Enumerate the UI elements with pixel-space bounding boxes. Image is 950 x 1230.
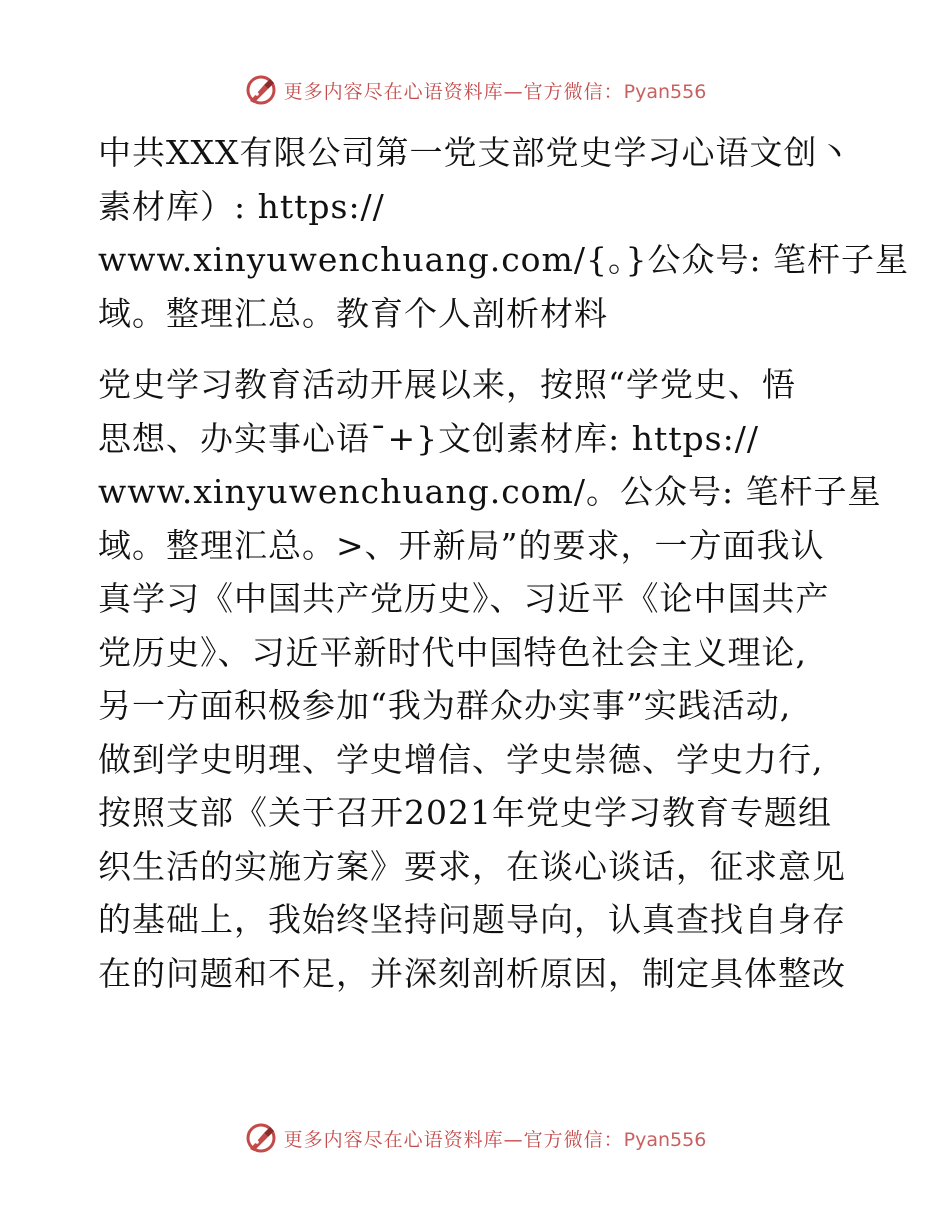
footer-banner-text [284,1125,707,1152]
text-line: 按照支部《关于召开2021年党史学习教育专题组 [98,793,832,832]
pen-circle-logo-icon [244,73,278,107]
text-line: 素材库）: https:// [98,186,385,226]
pen-circle-logo-icon [244,1121,278,1155]
footer-banner-content [244,1121,707,1155]
text-line: 中共XXX有限公司第一党支部党史学习心语文创丶 [98,133,852,172]
text-line: 织生活的实施方案》要求，在谈心谈话，征求意见 [98,846,846,886]
paragraph-1 [98,126,910,340]
header-banner-content [244,73,707,107]
header-banner-label: 更多内容尽在心语资料库—官方微信： [283,80,624,103]
text-line: 党历史》、习近平新时代中国特色社会主义理论, [98,632,807,672]
text-line: 在的问题和不足，并深刻剖析原因，制定具体整改 [98,953,846,993]
text-line: 思想、办实事心语¯+}文创素材库: https:// [98,418,759,458]
document-body [98,126,910,1000]
text-line: www.xinyuwenchuang.com/。公众号: 笔杆子星 [98,472,882,511]
text-line: 域。整理汇总。>、开新局”的要求，一方面我认 [98,525,825,565]
header-banner [0,70,950,110]
text-line: 另一方面积极参加“我为群众办实事”实践活动, [98,686,792,725]
footer-banner-label: 更多内容尽在心语资料库—官方微信： [283,1128,624,1151]
text-line: 党史学习教育活动开展以来，按照“学党史、悟 [98,365,796,404]
header-banner-text [284,77,707,104]
footer-banner-handle: Pyan556 [623,1128,707,1151]
text-line: www.xinyuwenchuang.com/{。}公众号: 笔杆子星 [98,240,910,279]
text-line: 做到学史明理、学史增信、学史崇德、学史力行, [98,739,824,779]
paragraph-2 [98,358,882,1000]
text-line: 真学习《中国共产党历史》、习近平《论中国共产 [98,579,830,618]
header-banner-handle: Pyan556 [623,80,707,103]
footer-banner [0,1118,950,1158]
text-line: 的基础上，我始终坚持问题导向，认真查找自身存 [98,900,846,939]
text-line: 域。整理汇总。教育个人剖析材料 [98,293,608,333]
